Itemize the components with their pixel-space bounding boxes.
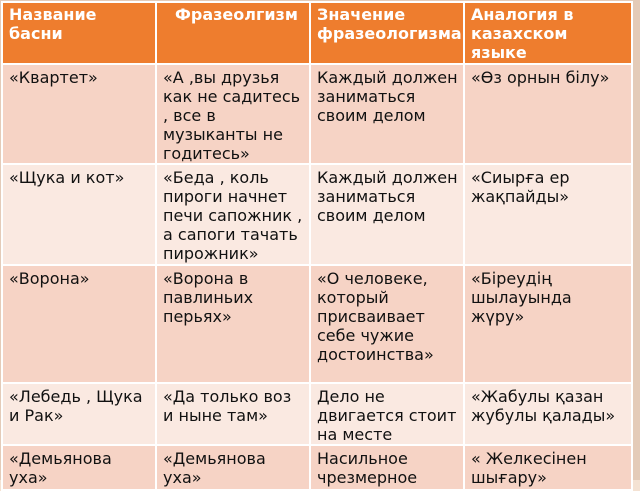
- table-row: [2, 445, 632, 490]
- cell-kazakh-analogy: «Біреудің шылауында жүру»: [464, 265, 632, 383]
- cell-meaning: Каждый должен заниматься своим делом: [310, 164, 464, 265]
- cell-kazakh-analogy: «Өз орнын білу»: [464, 64, 632, 164]
- cell-kazakh-analogy: «Жабулы қазан жубулы қалады»: [464, 383, 632, 445]
- table-row: [2, 383, 632, 445]
- cell-phraseologism: «Да только воз и ныне там»: [156, 383, 310, 445]
- cell-meaning: «О человеке, который присваивает себе чужие достоинства»: [310, 265, 464, 383]
- cell-meaning: Каждый должен заниматься своим делом: [310, 64, 464, 164]
- cell-phraseologism: «Демьянова уха»: [156, 445, 310, 490]
- fable-phraseology-table: [1, 1, 633, 491]
- cell-phraseologism: «Беда , коль пироги начнет печи сапожник , а сапоги тачать пирожник»: [156, 164, 310, 265]
- table-row: [2, 164, 632, 265]
- cell-meaning: Дело не двигается стоит на месте: [310, 383, 464, 445]
- cell-fable-name: «Лебедь , Щука и Рак»: [2, 383, 156, 445]
- header-meaning: Значение фразеологизма: [310, 2, 464, 64]
- cell-kazakh-analogy: «Сиырға ер жақпайды»: [464, 164, 632, 265]
- cell-kazakh-analogy: « Желкесінен шығару»: [464, 445, 632, 490]
- table-row: [2, 64, 632, 164]
- cell-meaning: Насильное чрезмерное: [310, 445, 464, 490]
- header-fable-name: Название басни: [2, 2, 156, 64]
- table-header-row: [2, 2, 632, 64]
- header-kazakh-analogy: Аналогия в казахском языке: [464, 2, 632, 64]
- cell-fable-name: «Ворона»: [2, 265, 156, 383]
- cell-fable-name: «Квартет»: [2, 64, 156, 164]
- table-row: [2, 265, 632, 383]
- header-phraseologism: Фразеолгизм: [156, 2, 310, 64]
- cell-phraseologism: «Ворона в павлиньих перьях»: [156, 265, 310, 383]
- cell-phraseologism: «А ,вы друзья как не садитесь , все в музыканты не годитесь»: [156, 64, 310, 164]
- cell-fable-name: «Демьянова уха»: [2, 445, 156, 490]
- cell-fable-name: «Щука и кот»: [2, 164, 156, 265]
